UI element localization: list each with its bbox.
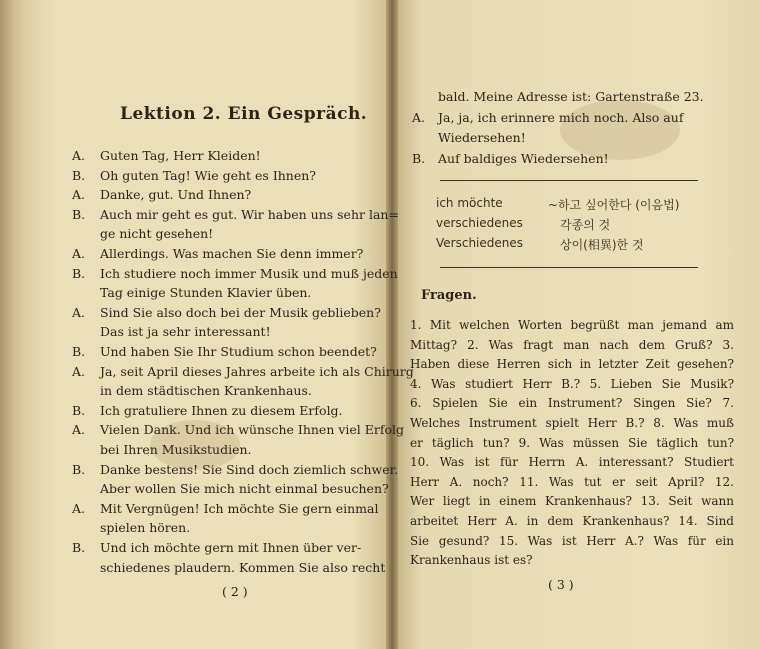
vocab-term: Verschiedenes bbox=[436, 236, 524, 250]
speaker-label: A. bbox=[72, 304, 86, 320]
dialogue-text: Wiedersehen! bbox=[438, 130, 526, 145]
speaker-label: A. bbox=[72, 500, 86, 516]
dialogue-text: Mit Vergnügen! Ich möchte Sie gern einmal bbox=[100, 500, 379, 516]
dialogue-text: Tag einige Stunden Klavier üben. bbox=[100, 285, 312, 301]
dialogue-text: in dem städtischen Krankenhaus. bbox=[100, 383, 312, 399]
dialogue-text: Vielen Dank. Und ich wünsche Ihnen viel Erfolg bbox=[100, 422, 405, 438]
book-page-edges bbox=[0, 0, 22, 649]
question-line: 1. Mit welchen Worten begrüßt man jemand am bbox=[410, 318, 734, 332]
dialogue-text: Ja, ja, ich erinnere mich noch. Also auf bbox=[438, 109, 684, 125]
question-line: Herr A. noch? 11. Was tut er seit April? 12. bbox=[410, 474, 734, 489]
speaker-label: B. bbox=[72, 461, 86, 477]
question-line: 6. Spielen Sie ein Instrument? Singen Sie? 7. bbox=[410, 396, 734, 411]
speaker-label: A. bbox=[72, 148, 86, 163]
dialogue-text: Sind Sie also doch bei der Musik geblieben? bbox=[100, 304, 381, 320]
lesson-title: Lektion 2. Ein Gespräch. bbox=[120, 104, 368, 124]
question-line: Wer liegt in einem Krankenhaus? 13. Seit wann bbox=[410, 494, 734, 509]
speaker-label: B. bbox=[72, 265, 86, 281]
dialogue-text: spielen hören. bbox=[100, 520, 191, 536]
dialogue-text: Das ist ja sehr interessant! bbox=[100, 324, 271, 340]
dialogue-text: Auf baldiges Wiedersehen! bbox=[438, 150, 609, 166]
speaker-label: B. bbox=[72, 540, 86, 555]
question-line: Mittag? 2. Was fragt man nach dem Gruß? 3. bbox=[410, 337, 734, 352]
speaker-label: B. bbox=[72, 344, 86, 359]
dialogue-text: Oh guten Tag! Wie geht es Ihnen? bbox=[100, 167, 317, 183]
vocab-term: verschiedenes bbox=[436, 216, 523, 230]
dialogue-text: bald. Meine Adresse ist: Gartenstraße 23. bbox=[438, 89, 704, 104]
dialogue-text: Auch mir geht es gut. Wir haben uns sehr lan= bbox=[100, 206, 399, 222]
questions-heading: Fragen. bbox=[421, 288, 477, 303]
speaker-label: A. bbox=[72, 363, 86, 379]
questions-text bbox=[410, 316, 734, 571]
question-line: 10. Was ist für Herrn A. interessant? Studiert bbox=[410, 455, 734, 470]
vocab-translation: 각종의 것 bbox=[560, 218, 611, 232]
vocab-translation: 상이(相異)한 것 bbox=[560, 238, 644, 252]
speaker-label: B. bbox=[72, 402, 86, 418]
vocab-rule-bottom bbox=[440, 267, 698, 268]
question-line: Sie gesund? 15. Was ist Herr A.? Was für ein bbox=[410, 533, 734, 548]
question-line: 4. Was studiert Herr B.? 5. Lieben Sie Musik? bbox=[410, 376, 734, 391]
dialogue-text: Ja, seit April dieses Jahres arbeite ich als Chirurg bbox=[100, 363, 414, 379]
speaker-label: A. bbox=[72, 422, 86, 438]
question-line: Haben diese Herren sich in letzter Zeit gesehen? bbox=[410, 357, 734, 372]
vocab-term: ich möchte bbox=[436, 196, 503, 210]
question-line: arbeitet Herr A. in dem Krankenhaus? 14. Sind bbox=[410, 513, 734, 528]
dialogue-text: Danke, gut. Und Ihnen? bbox=[100, 187, 252, 203]
dialogue-text: Und haben Sie Ihr Studium schon beendet? bbox=[100, 344, 377, 359]
vocab-translation: ~하고 싶어한다 (이음법) bbox=[548, 198, 680, 212]
question-line: Krankenhaus ist es? bbox=[410, 553, 533, 568]
dialogue-text: Aber wollen Sie mich nicht einmal besuchen? bbox=[100, 481, 389, 497]
dialogue-text: Und ich möchte gern mit Ihnen über ver- bbox=[100, 540, 362, 555]
page-number-right: ( 3 ) bbox=[548, 577, 574, 592]
book-gutter bbox=[386, 0, 398, 649]
speaker-label: A. bbox=[72, 246, 86, 261]
dialogue-text: schiedenes plaudern. Kommen Sie also recht bbox=[100, 559, 386, 575]
dialogue-text: Ich gratuliere Ihnen zu diesem Erfolg. bbox=[100, 402, 343, 418]
dialogue-text: Guten Tag, Herr Kleiden! bbox=[100, 148, 261, 163]
dialogue-text: Allerdings. Was machen Sie denn immer? bbox=[100, 246, 364, 261]
question-line: Welches Instrument spielt Herr B.? 8. Was muß bbox=[410, 415, 734, 430]
speaker-label: B. bbox=[72, 167, 86, 183]
dialogue-text: bei Ihren Musikstudien. bbox=[100, 441, 252, 457]
dialogue-text: Ich studiere noch immer Musik und muß jeden bbox=[100, 265, 398, 281]
page-number-left: ( 2 ) bbox=[222, 584, 248, 599]
dialogue-text: Danke bestens! Sie Sind doch ziemlich schwer. bbox=[100, 461, 399, 477]
speaker-label: B. bbox=[72, 206, 86, 222]
question-line: er täglich tun? 9. Was müssen Sie täglich tun? bbox=[410, 435, 734, 450]
dialogue-text: ge nicht gesehen! bbox=[100, 226, 214, 242]
speaker-label: A. bbox=[72, 187, 86, 203]
vocab-rule-top bbox=[440, 180, 698, 181]
speaker-label: B. bbox=[412, 150, 426, 166]
speaker-label: A. bbox=[412, 109, 426, 125]
